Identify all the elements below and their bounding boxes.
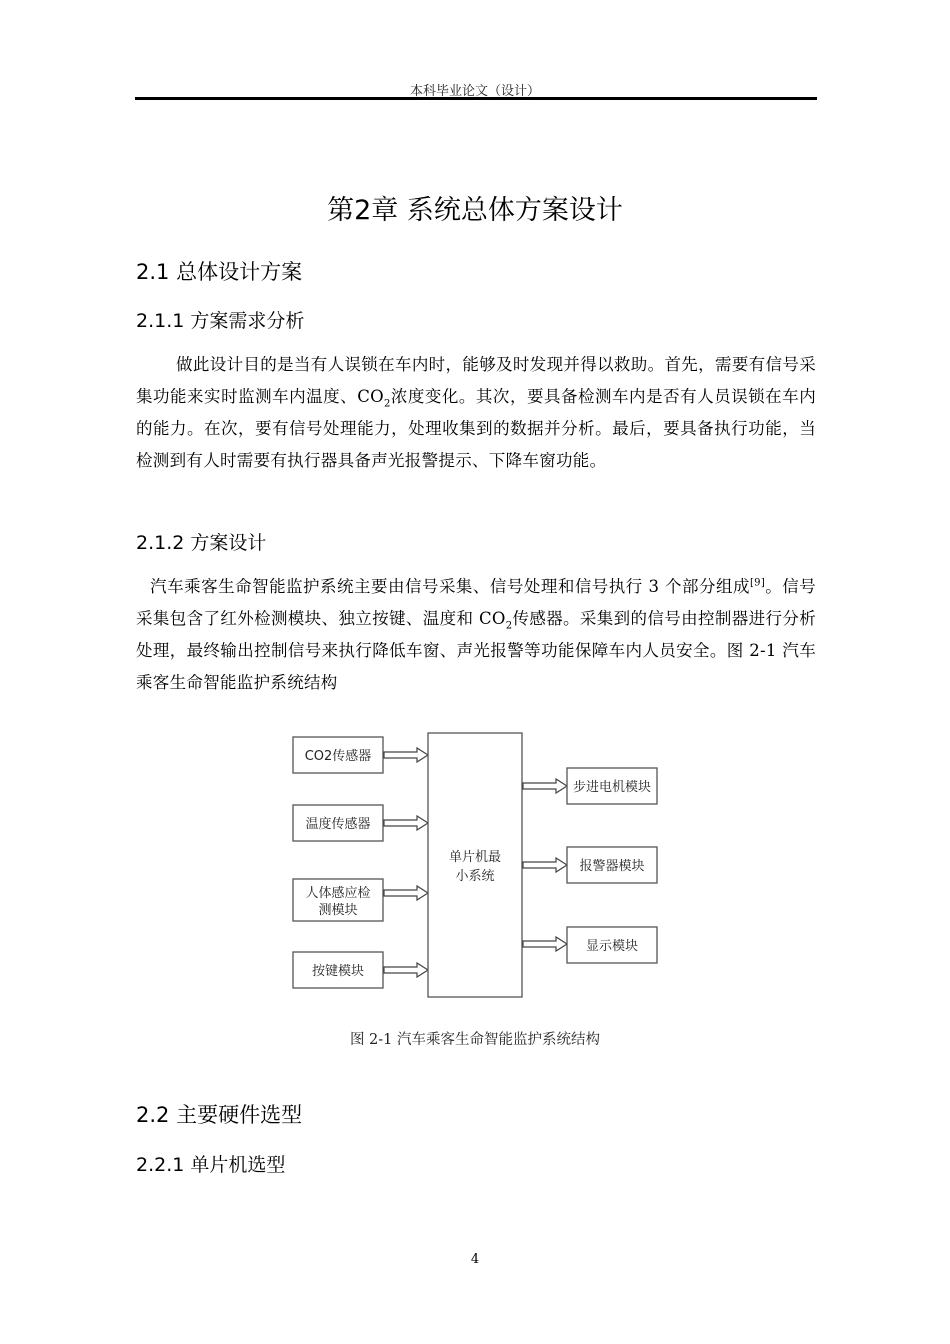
mcu-label-line1: 单片机最 <box>448 850 502 865</box>
paragraph-requirements <box>136 349 816 477</box>
page-header: 本科毕业论文（设计） <box>409 84 540 99</box>
paragraph-design-text-2: 。信号采集包含了红外检测模块、独立按键、温度和 CO <box>136 577 816 628</box>
display-module-label: 显示模块 <box>585 939 639 954</box>
arrow-co2 <box>384 748 428 762</box>
paragraph-requirements-text-1: 做此设计目的是当有人误锁在车内时，能够及时发现并得以救助。首先，需要有信号采集功能来实时监测车内温度、CO <box>136 355 816 406</box>
human-detect-label-line2: 测模块 <box>318 903 358 918</box>
paragraph-design <box>136 571 816 699</box>
mcu-label-line2: 小系统 <box>455 869 495 884</box>
arrow-human-detect <box>384 886 428 900</box>
figure-caption: 图 2-1 汽车乘客生命智能监护系统结构 <box>349 1032 601 1048</box>
alarm-module-label: 报警器模块 <box>579 859 645 874</box>
chapter-title: 第2章 系统总体方案设计 <box>327 195 623 226</box>
paragraph-design-text-3: 传感器。采集到的信号由控制器进行分析处理，最终输出控制信号来执行降低车窗、声光报警等功能保障车内人员安全。图 2-1 汽车乘客生命智能监护系统结构 <box>136 609 817 692</box>
arrow-display <box>523 937 567 951</box>
header-rule <box>135 97 817 100</box>
subscript-2: 2 <box>383 398 391 410</box>
human-detect-label-line1: 人体感应检 <box>305 886 371 901</box>
section-heading-2-2-1: 2.2.1 单片机选型 <box>136 1154 286 1176</box>
arrow-stepper <box>523 779 567 793</box>
mcu-box <box>428 733 522 997</box>
section-heading-2-1-1: 2.1.1 方案需求分析 <box>136 310 305 332</box>
temperature-sensor-label: 温度传感器 <box>305 817 371 832</box>
key-module-label: 按键模块 <box>311 964 365 979</box>
co2-sensor-label: CO2传感器 <box>304 749 372 764</box>
arrow-temperature <box>384 816 428 830</box>
paragraph-design-text-1: 汽车乘客生命智能监护系统主要由信号采集、信号处理和信号执行 3 个部分组成 <box>150 577 750 596</box>
citation-9: [9] <box>749 577 766 589</box>
page-number: 4 <box>470 1252 480 1267</box>
section-heading-2-1: 2.1 总体设计方案 <box>136 260 303 284</box>
section-heading-2-2: 2.2 主要硬件选型 <box>136 1103 303 1127</box>
subscript-2: 2 <box>505 620 513 632</box>
section-heading-2-1-2: 2.1.2 方案设计 <box>136 532 267 554</box>
paragraph-requirements-text-2: 浓度变化。其次，要具备检测车内是否有人员误锁在车内的能力。在次，要有信号处理能力，处理收集到的数据并分析。最后，要具备执行功能，当检测到有人时需要有执行器具备声光报警提示、下降车窗功能。 <box>136 387 817 470</box>
arrow-key <box>384 963 428 977</box>
stepper-motor-label: 步进电机模块 <box>572 780 652 795</box>
system-structure-diagram <box>285 725 670 1010</box>
arrow-alarm <box>523 858 567 872</box>
